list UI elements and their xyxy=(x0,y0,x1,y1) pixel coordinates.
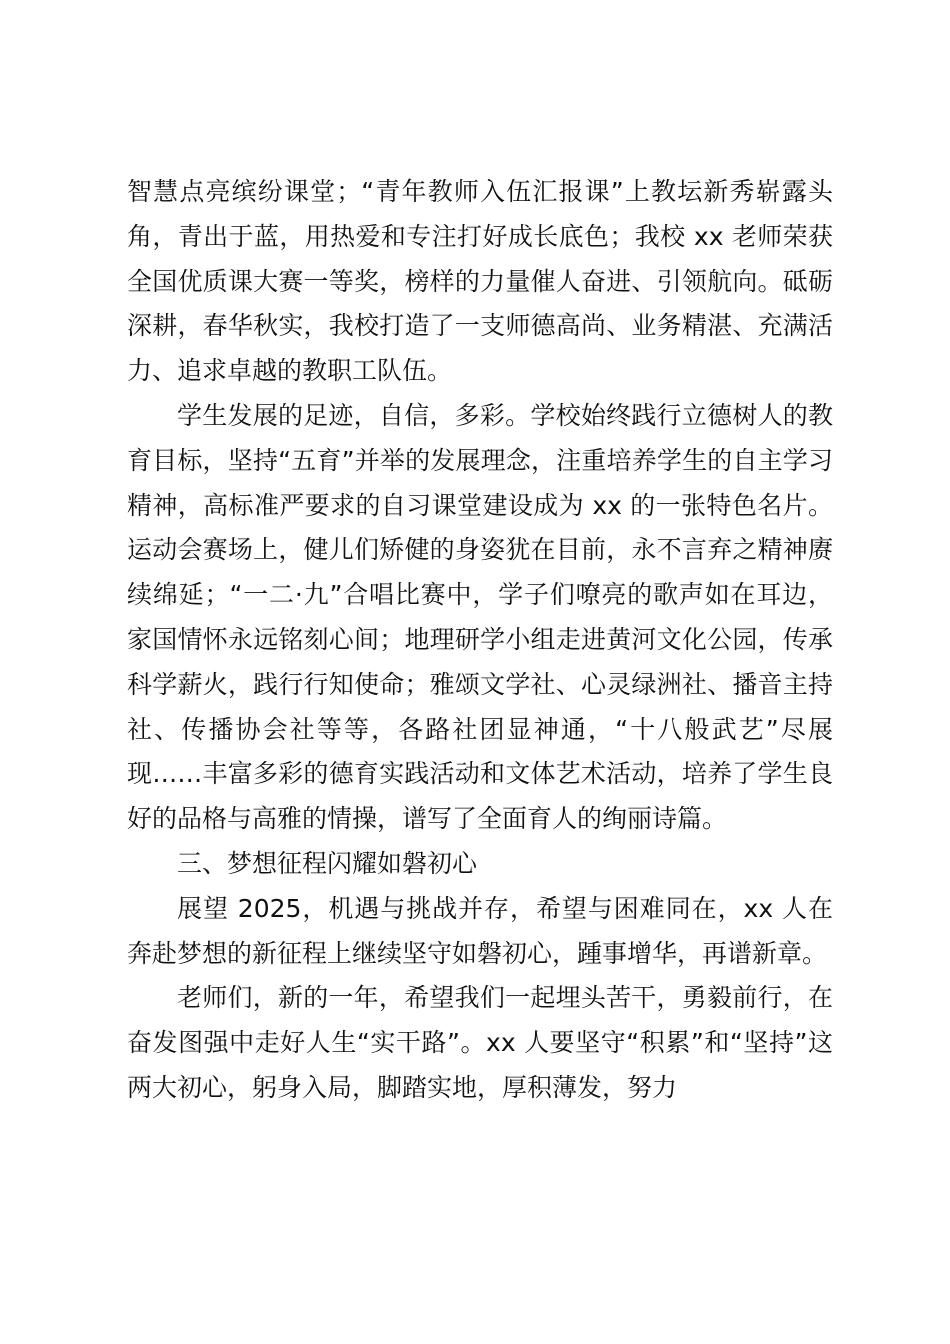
paragraph-student-development: 学生发展的足迹，自信，多彩。学校始终践行立德树人的教育目标，坚持“五育”并举的发展理念，注重培养学生的自主学习精神，高标准严要求的自习课堂建设成为 xx 的一张特色名片。运动会赛场上，健儿们矫健的身姿犹在目前，永不言弃之精神赓续绵延；“一二·九”合唱比赛中，学子们嘹亮的歌声如在耳边，家国情怀永远铭刻心间；地理研学小组走进黄河文化公园，传承科学薪火，践行行知使命；雅颂文学社、心灵绿洲社、播音主持社、传播协会社等等，各路社团显神通，“十八般武艺”尽展现……丰富多彩的德育实践活动和文体艺术活动，培养了学生良好的品格与高雅的情操，谱写了全面育人的绚丽诗篇。 xyxy=(127,400,833,834)
paragraph-teachers-new-year: 老师们，新的一年，希望我们一起埋头苦干，勇毅前行，在奋发图强中走好人生“实干路”。xx 人要坚守“积累”和“坚持”这两大初心，躬身入局，脚踏实地，厚积薄发，努力 xyxy=(127,983,833,1102)
document-body xyxy=(127,170,833,1111)
section-heading-dream-journey: 三、梦想征程闪耀如磐初心 xyxy=(177,848,478,878)
paragraph-teacher-team: 智慧点亮缤纷课堂；“青年教师入伍汇报课”上教坛新秀崭露头角，青出于蓝，用热爱和专注打好成长底色；我校 xx 老师荣获全国优质课大赛一等奖，榜样的力量催人奋进、引领航向。砥砺深耕，春华秋实，我校打造了一支师德高尚、业务精湛、充满活力、追求卓越的教职工队伍。 xyxy=(127,177,833,386)
paragraph-outlook-2025: 展望 2025，机遇与挑战并存，希望与困难同在，xx 人在奔赴梦想的新征程上继续坚守如磐初心，踵事增华，再谱新章。 xyxy=(127,893,833,968)
